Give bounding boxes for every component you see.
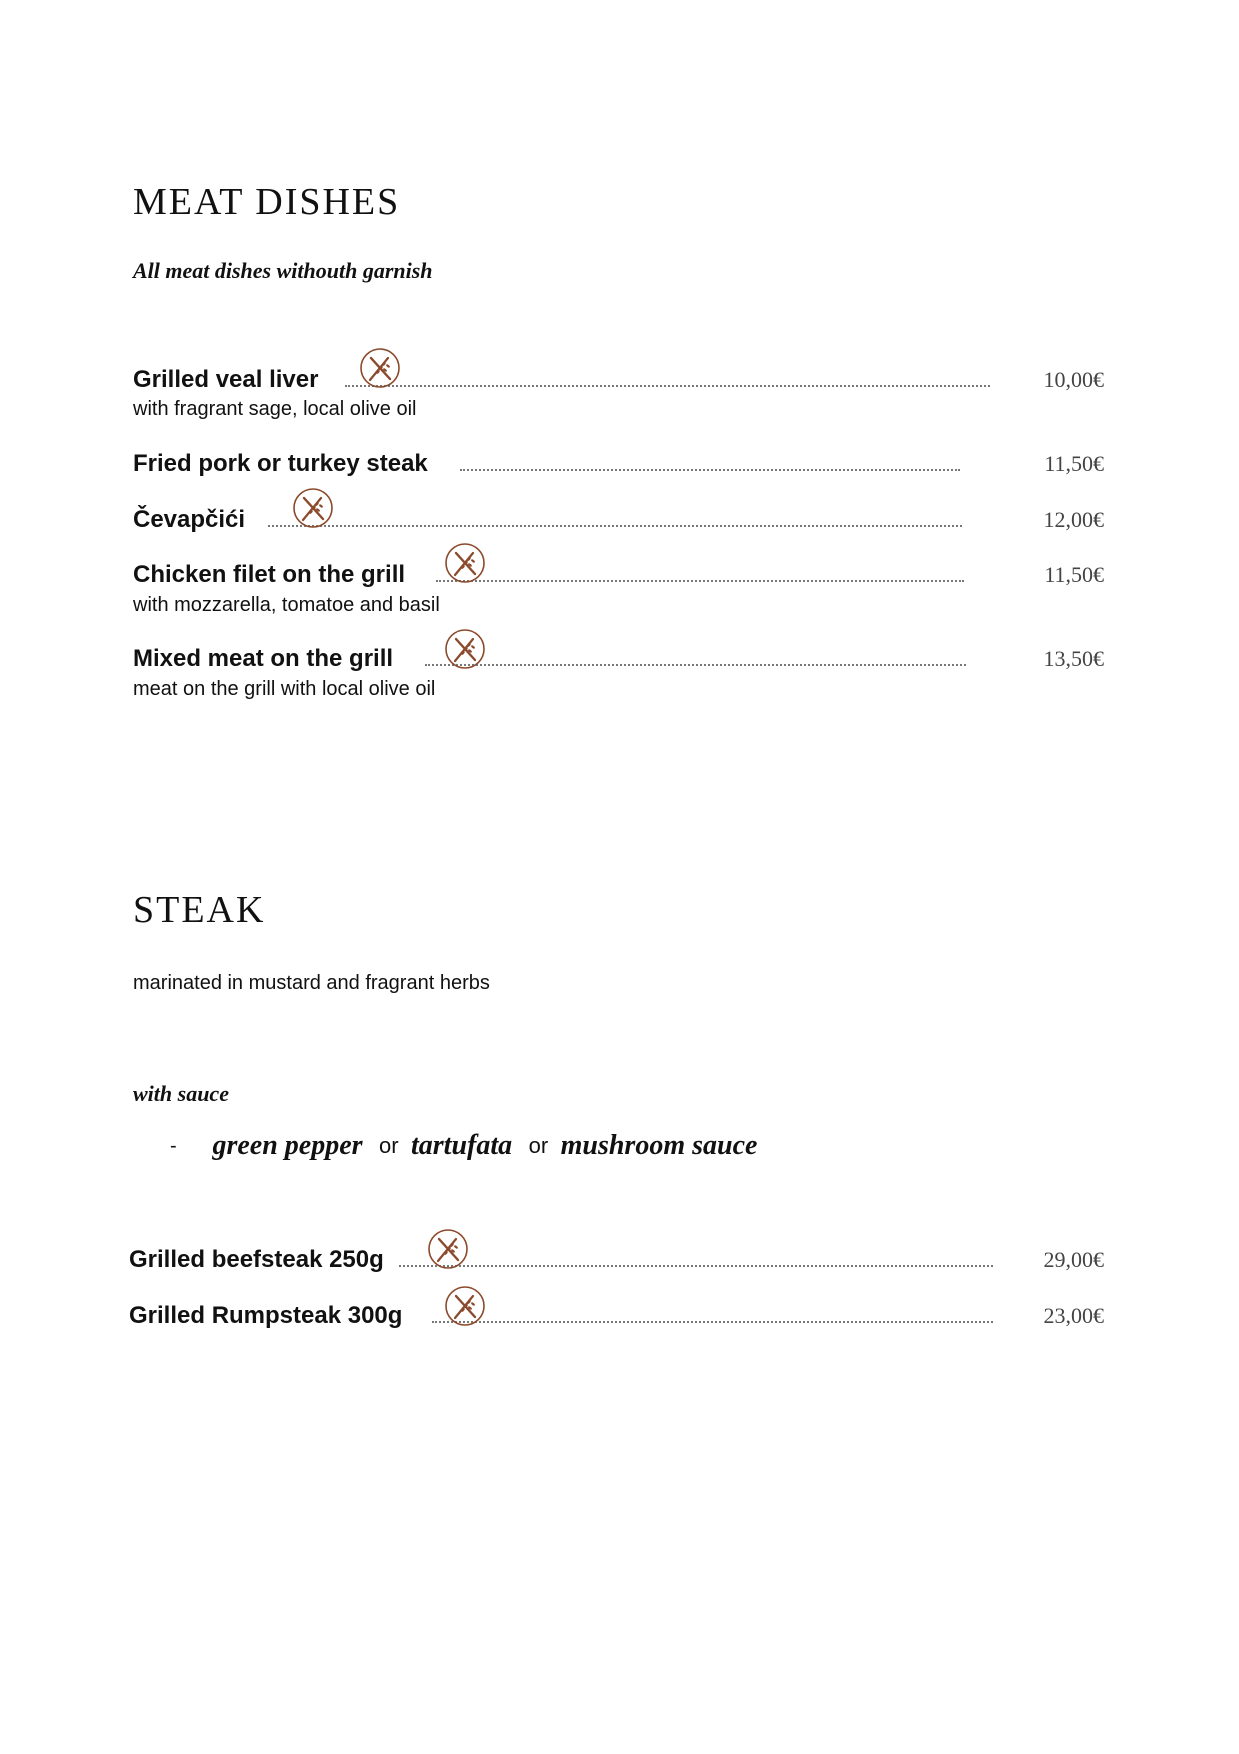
section-note: All meat dishes withouth garnish <box>133 258 433 283</box>
sauce-option: green pepper <box>212 1130 363 1161</box>
item-name: Grilled Rumpsteak 300g <box>129 1302 403 1329</box>
gluten-free-icon <box>292 487 334 529</box>
gluten-free-icon <box>444 628 486 670</box>
item-name: Grilled veal liver <box>133 366 319 393</box>
sauce-option: tartufata <box>411 1130 513 1161</box>
gluten-free-icon <box>444 1285 486 1327</box>
menu-item <box>129 1245 1104 1275</box>
dot-leader <box>399 1265 993 1267</box>
section-title-meat-dishes: MEAT DISHES <box>133 181 401 223</box>
bullet: - <box>170 1134 177 1157</box>
gluten-free-icon <box>359 347 401 389</box>
item-description: with fragrant sage, local olive oil <box>133 398 417 420</box>
item-name: Chicken filet on the grill <box>133 561 406 588</box>
item-price: 10,00€ <box>1043 367 1104 392</box>
sauce-heading: with sauce <box>133 1081 229 1106</box>
dot-leader <box>436 580 964 582</box>
item-name: Fried pork or turkey steak <box>133 450 428 477</box>
menu-item <box>133 449 1104 479</box>
item-name: Mixed meat on the grill <box>133 645 394 672</box>
item-price: 13,50€ <box>1043 646 1104 671</box>
gluten-free-icon <box>427 1228 469 1270</box>
sauce-option: mushroom sauce <box>560 1130 758 1161</box>
item-price: 11,50€ <box>1044 562 1104 587</box>
menu-item <box>133 644 1104 674</box>
item-description: with mozzarella, tomatoe and basil <box>133 594 440 616</box>
dot-leader <box>345 385 990 387</box>
menu-item <box>133 365 1104 395</box>
dot-leader <box>425 664 966 666</box>
sauce-options-line <box>170 1130 757 1170</box>
item-name: Grilled beefsteak 250g <box>129 1246 384 1273</box>
item-price: 23,00€ <box>1043 1303 1104 1328</box>
item-name: Čevapčići <box>133 506 246 533</box>
item-price: 29,00€ <box>1043 1247 1104 1272</box>
item-price: 12,00€ <box>1043 507 1104 532</box>
menu-item <box>133 505 1104 535</box>
item-price: 11,50€ <box>1044 451 1104 476</box>
sauce-separator: or <box>528 1133 549 1158</box>
dot-leader <box>432 1321 993 1323</box>
menu-item <box>129 1301 1104 1331</box>
dot-leader <box>460 469 960 471</box>
section-description: marinated in mustard and fragrant herbs <box>133 972 490 994</box>
dot-leader <box>268 525 962 527</box>
sauce-separator: or <box>378 1133 399 1158</box>
item-description: meat on the grill with local olive oil <box>133 678 436 700</box>
gluten-free-icon <box>444 542 486 584</box>
menu-item <box>133 560 1104 590</box>
section-title-steak: STEAK <box>133 889 266 931</box>
